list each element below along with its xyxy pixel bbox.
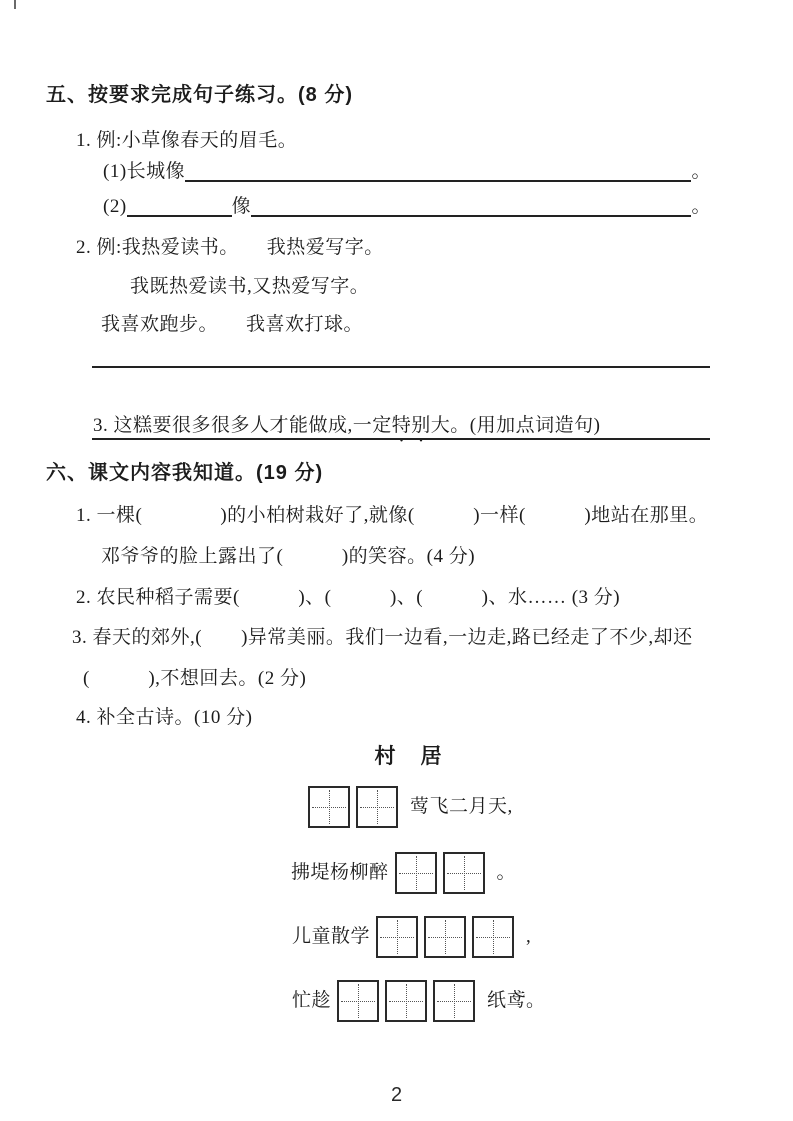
s5-q1-sub2-row (103, 195, 711, 219)
poem-line-1-text: 莺飞二月天, (410, 796, 513, 817)
answer-blank[interactable] (251, 195, 691, 217)
writing-box[interactable] (308, 786, 350, 828)
poem-line-2 (291, 852, 516, 894)
answer-blank[interactable] (127, 195, 232, 217)
writing-box[interactable] (472, 916, 514, 958)
writing-box[interactable] (337, 980, 379, 1022)
writing-box[interactable] (395, 852, 437, 894)
poem-line-2-text: 拂堤杨柳醉 (291, 862, 389, 883)
answer-line[interactable] (92, 366, 710, 368)
s6-q1-line2: 邓爷爷的脸上露出了( )的笑容。(4 分) (101, 546, 476, 567)
s5-q2-merged-sentence: 我既热爱读书,又热爱写字。 (130, 276, 370, 297)
s6-q3-line1: 3. 春天的郊外,( )异常美丽。我们一边看,一边走,路已经走了不少,却还 (72, 627, 693, 648)
page-edge-mark (14, 0, 16, 9)
writing-box[interactable] (443, 852, 485, 894)
poem-line-3 (292, 916, 531, 958)
poem-line-1 (308, 786, 513, 828)
writing-box[interactable] (385, 980, 427, 1022)
section5-heading: 五、按要求完成句子练习。(8 分) (46, 84, 353, 106)
s5-q3-post: 大。(用加点词造句) (430, 415, 601, 436)
answer-line[interactable] (92, 438, 710, 440)
s6-q3-line2: ( ),不想回去。(2 分) (83, 668, 307, 689)
s6-q4-line: 4. 补全古诗。(10 分) (76, 707, 253, 728)
s5-q2-example-b: 我热爱写字。 (266, 237, 384, 258)
s5-q1-sub2-prefix: (2) (103, 196, 127, 217)
s5-q3-pre: 3. 这糕要很多很多人才能做成,一定 (93, 415, 392, 436)
poem-line-4-tail: 纸鸢。 (487, 990, 546, 1011)
writing-box[interactable] (433, 980, 475, 1022)
s5-q1-example: 1. 例:小草像春天的眉毛。 (76, 130, 298, 151)
poem-line-3-punct: , (526, 926, 532, 947)
s5-q2-task-a: 我喜欢跑步。 (101, 314, 219, 335)
s5-q3-dotted-word: 特别 (391, 415, 431, 436)
s6-q2-line: 2. 农民种稻子需要( )、( )、( )、水…… (3 分) (76, 587, 621, 608)
s5-q2-task-b: 我喜欢打球。 (246, 314, 364, 335)
s5-q2-task-row (101, 313, 363, 337)
s5-q1-sub2-period: 。 (691, 196, 711, 217)
writing-box[interactable] (376, 916, 418, 958)
writing-box[interactable] (356, 786, 398, 828)
poem-line-2-punct: 。 (496, 862, 517, 883)
writing-box[interactable] (424, 916, 466, 958)
poem-title: 村 居 (374, 744, 444, 768)
poem-line-3-text: 儿童散学 (292, 926, 371, 947)
s5-q1-sub2-mid: 像 (231, 196, 252, 217)
answer-blank[interactable] (185, 160, 691, 182)
s5-q3-row (72, 390, 600, 471)
poem-line-4 (292, 980, 546, 1022)
s6-q1-line1: 1. 一棵( )的小柏树栽好了,就像( )一样( )地站在那里。 (76, 505, 709, 526)
page-number: 2 (390, 1084, 403, 1106)
s5-q2-example-a: 2. 例:我热爱读书。 (76, 237, 239, 258)
s5-q1-sub1-row (103, 160, 711, 184)
s5-q1-sub1-prefix: (1)长城像 (103, 161, 186, 182)
s5-q2-example-row (76, 236, 384, 260)
s5-q1-sub1-period: 。 (691, 161, 711, 182)
poem-line-4-text: 忙趁 (292, 990, 332, 1011)
section6-heading: 六、课文内容我知道。(19 分) (46, 462, 324, 484)
